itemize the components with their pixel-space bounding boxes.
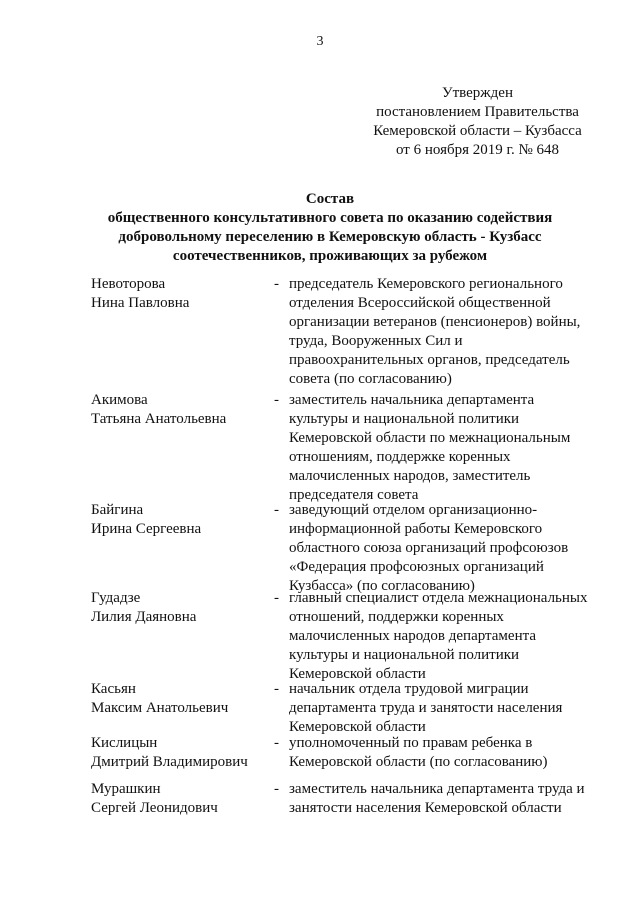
- role-line: отделения Всероссийской общественной: [289, 295, 551, 311]
- role-line: информационной работы Кемеровского: [289, 521, 543, 537]
- member-role: [289, 734, 599, 772]
- document-title: [60, 190, 600, 266]
- role-line: заместитель начальника департамента труда и: [289, 781, 585, 797]
- role-line: Кемеровской области: [289, 666, 426, 682]
- member-surname: Гудадзе: [91, 590, 141, 606]
- role-line: совета (по согласованию): [289, 371, 452, 387]
- member-role: [289, 589, 599, 684]
- member-name: [91, 680, 271, 718]
- role-line: отношениям, поддержке коренных: [289, 449, 511, 465]
- role-line: отношений, поддержки коренных: [289, 609, 504, 625]
- member-separator: -: [274, 590, 279, 606]
- member-given-name: Нина Павловна: [91, 295, 190, 311]
- member-name: [91, 501, 271, 539]
- page-number: 3: [316, 34, 324, 49]
- member-given-name: Сергей Леонидович: [91, 800, 218, 816]
- member-surname: Мурашкин: [91, 781, 161, 797]
- approval-line: Кемеровской области – Кузбасса: [373, 123, 582, 139]
- member-given-name: Дмитрий Владимирович: [91, 754, 248, 770]
- member-role: [289, 501, 599, 596]
- member-separator: -: [274, 502, 279, 518]
- role-line: Кузбасса» (по согласованию): [289, 578, 475, 594]
- role-line: областного союза организаций профсоюзов: [289, 540, 569, 556]
- member-name: [91, 275, 271, 313]
- member-surname: Акимова: [91, 392, 148, 408]
- role-line: «Федерация профсоюзных организаций: [289, 559, 544, 575]
- role-line: Кемеровской области по межнациональным: [289, 430, 571, 446]
- member-name: [91, 734, 271, 772]
- role-line: департамента труда и занятости населения: [289, 700, 563, 716]
- approval-line: постановлением Правительства: [376, 104, 579, 120]
- title-line: добровольному переселению в Кемеровскую область - Кузбасс: [118, 229, 542, 245]
- approval-line: от 6 ноября 2019 г. № 648: [395, 142, 560, 158]
- member-surname: Касьян: [91, 681, 136, 697]
- role-line: председатель Кемеровского регионального: [289, 276, 563, 292]
- role-line: Кемеровской области: [289, 719, 426, 735]
- member-separator: -: [274, 392, 279, 408]
- role-line: уполномоченный по правам ребенка в: [289, 735, 533, 751]
- role-line: организации ветеранов (пенсионеров) войны,: [289, 314, 581, 330]
- member-surname: Невоторова: [91, 276, 166, 292]
- member-role: [289, 780, 599, 818]
- role-line: Кемеровской области (по согласованию): [289, 754, 548, 770]
- member-surname: Байгина: [91, 502, 144, 518]
- role-line: культуры и национальной политики: [289, 647, 520, 663]
- title-line: соотечественников, проживающих за рубежом: [172, 248, 488, 264]
- member-name: [91, 391, 271, 429]
- member-role: [289, 391, 599, 505]
- member-name: [91, 589, 271, 627]
- member-separator: -: [274, 735, 279, 751]
- member-role: [289, 680, 599, 737]
- member-given-name: Лилия Даяновна: [91, 609, 197, 625]
- title-line: Состав: [305, 191, 355, 207]
- role-line: заместитель начальника департамента: [289, 392, 535, 408]
- member-separator: -: [274, 781, 279, 797]
- member-separator: -: [274, 681, 279, 697]
- member-given-name: Максим Анатольевич: [91, 700, 229, 716]
- member-name: [91, 780, 271, 818]
- role-line: труда, Вооруженных Сил и: [289, 333, 463, 349]
- member-given-name: Ирина Сергеевна: [91, 521, 202, 537]
- role-line: правоохранительных органов, председатель: [289, 352, 570, 368]
- role-line: малочисленных народов департамента: [289, 628, 536, 644]
- role-line: культуры и национальной политики: [289, 411, 520, 427]
- role-line: занятости населения Кемеровской области: [289, 800, 562, 816]
- title-line: общественного консультативного совета по оказанию содействия: [107, 210, 553, 226]
- member-separator: -: [274, 276, 279, 292]
- role-line: заведующий отделом организационно-: [289, 502, 538, 518]
- role-line: председателя совета: [289, 487, 419, 503]
- member-surname: Кислицын: [91, 735, 158, 751]
- member-given-name: Татьяна Анатольевна: [91, 411, 227, 427]
- role-line: главный специалист отдела межнациональных: [289, 590, 588, 606]
- approval-stamp: [340, 84, 615, 160]
- role-line: малочисленных народов, заместитель: [289, 468, 531, 484]
- member-role: [289, 275, 599, 389]
- approval-line: Утвержден: [441, 85, 513, 101]
- role-line: начальник отдела трудовой миграции: [289, 681, 529, 697]
